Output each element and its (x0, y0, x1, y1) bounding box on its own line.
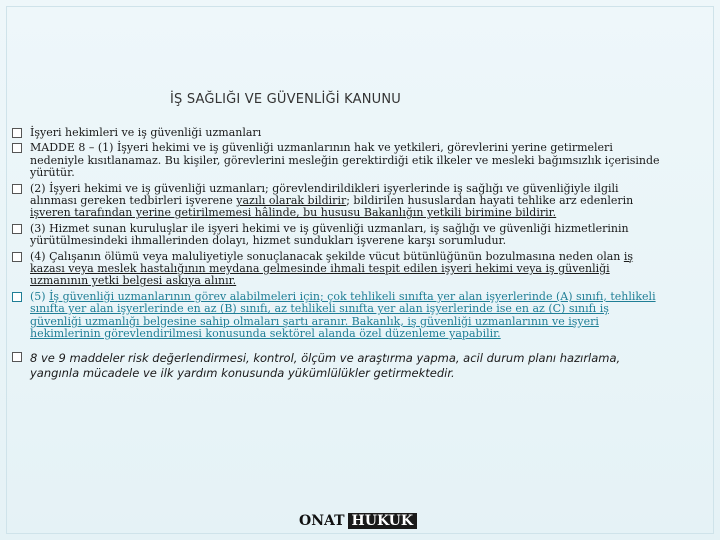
bullet-text: ; bildirilen hususlardan hayati tehlike arz edenlerin (346, 194, 634, 208)
bullet-text: İşyeri hekimleri ve iş güvenliği uzmanları (30, 126, 262, 139)
bullet-item (12, 251, 662, 288)
bullet-text: MADDE 8 – (1) İşyeri hekimi ve iş güvenliği uzmanlarının hak ve yetkileri, görevlerini yerine getirmeleri nedeniyle kısıtlanamaz. Bu kişiler, görevlerini mesleğin gerektirdiği etik ilkeler ve mesleki bağımsızlık içerisinde yürütür. (30, 141, 660, 180)
underlined-text: yazılı olarak bildirir (236, 194, 347, 208)
bullet-item (12, 291, 662, 341)
bullet-text: 8 ve 9 maddeler risk değerlendirmesi, kontrol, ölçüm ve araştırma yapma, acil durum planı hazırlama, yangınla mücadele ve ilk yardım konusunda yükümlülükler getirmektedir. (30, 350, 621, 380)
bullet-item (12, 223, 662, 248)
bullet-text: (5) (30, 289, 50, 303)
onat-hukuk-logo (299, 513, 417, 529)
bullet-item (12, 142, 662, 179)
bullet-item (12, 351, 662, 381)
bullet-box-icon (12, 184, 22, 194)
bullet-box-icon (12, 292, 22, 302)
bullet-text: (2) İşyeri hekimi ve iş güvenliği uzmanları; görevlendirildikleri işyerlerinde iş sağlığı ve güvenliğiyle ilgili alınması gereken tedbirleri işverene (30, 181, 619, 208)
bullet-box-icon (12, 252, 22, 262)
bullet-text: (3) Hizmet sunan kuruluşlar ile işyeri hekimi ve iş güvenliği uzmanları, iş sağlığı ve güvenliği hizmetlerinin yürütülmesindeki ihmallerinden dolayı, hizmet sundukları işverene karşı sorumludur. (30, 221, 629, 248)
bullet-text: (4) Çalışanın ölümü veya maluliyetiyle sonuçlanacak şekilde vücut bütünlüğünün bozulmasına neden olan (30, 249, 624, 263)
bullet-list (12, 127, 662, 384)
underlined-text: İş güvenliği uzmanlarının görev alabilmeleri için; çok tehlikeli sınıfta yer alan işyerlerinde (A) sınıfı, tehlikeli sınıfta yer alan işyerlerinde en az (B) sınıfı, az tehlikeli sınıfta yer alan işyerlerinde ise en az (C) sınıfı iş güvenliği uzmanlığı belgesine sahip olmaları şartı aranır. Bakanlık, iş güvenliği uzmanlarının ve işyeri hekimlerinin görevlendirilmesi konusunda sektörel alanda özel düzenleme yapabilir. (30, 289, 656, 341)
underlined-text: işveren tarafından yerine getirilmemesi hâlinde, bu hususu Bakanlığın yetkili birimine bildirir. (30, 206, 557, 220)
slide-title: İŞ SAĞLIĞI VE GÜVENLİĞİ KANUNU (170, 92, 402, 107)
bullet-box-icon (12, 143, 22, 153)
bullet-item (12, 183, 662, 220)
bullet-box-icon (12, 128, 22, 138)
underlined-text: iş kazası veya meslek hastalığının meydana gelmesinde ihmali tespit edilen işyeri hekimi veya iş güvenliği uzmanının yetki belgesi askıya alınır. (30, 249, 634, 288)
bullet-item (12, 127, 662, 139)
bullet-box-icon (12, 352, 22, 362)
logo-part-onat: ONAT (299, 513, 345, 529)
logo-part-hukuk: HUKUK (348, 513, 417, 529)
bullet-box-icon (12, 224, 22, 234)
